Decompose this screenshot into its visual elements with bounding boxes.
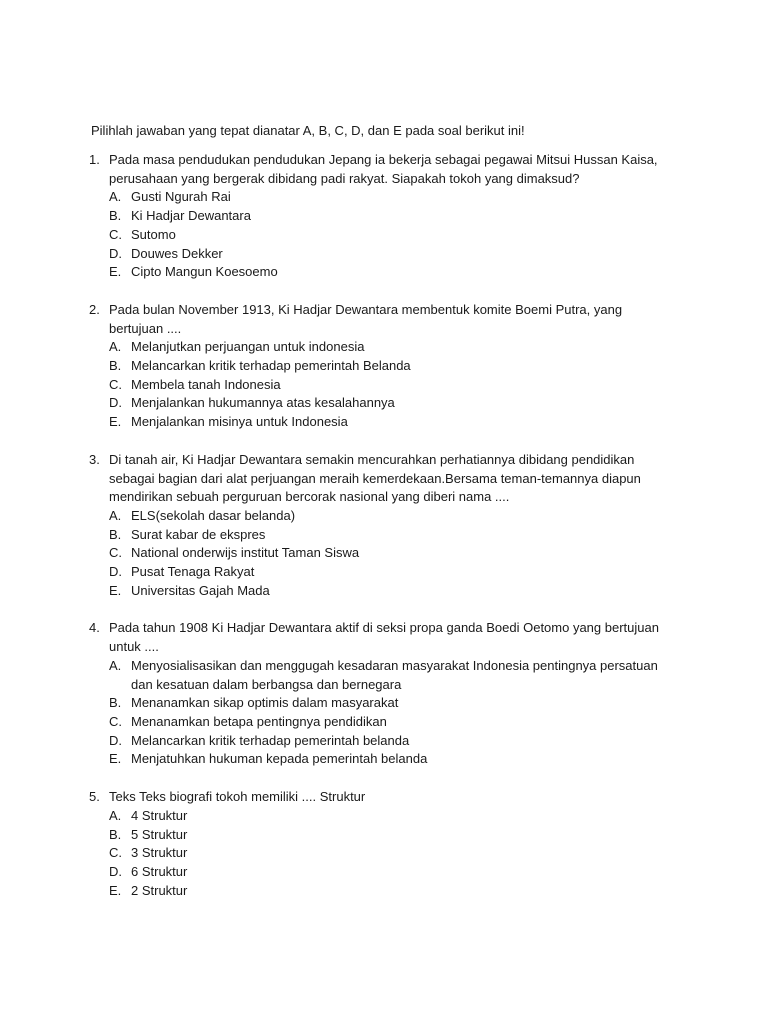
option-letter: B.	[109, 526, 122, 542]
option-list	[109, 807, 679, 901]
option-b	[109, 526, 679, 545]
option-letter: E.	[109, 751, 122, 767]
option-letter: A.	[109, 507, 122, 523]
option-letter: E.	[109, 582, 122, 598]
option-b	[109, 207, 679, 226]
option-letter: D.	[109, 732, 122, 748]
option-e	[109, 882, 679, 901]
option-a	[109, 807, 679, 826]
option-list	[109, 338, 679, 432]
option-text: Pusat Tenaga Rakyat	[131, 564, 255, 580]
option-text: 6 Struktur	[131, 863, 188, 879]
option-a	[109, 657, 679, 694]
question-5	[89, 788, 679, 900]
option-letter: B.	[109, 208, 122, 224]
question-text: Pada masa pendudukan pendudukan Jepang ia bekerja sebagai pegawai Mitsui Hussan Kaisa, perusahaan yang bergerak dibidang padi rakyat. Siapakah tokoh yang dimaksud?	[109, 152, 658, 186]
option-letter: B.	[109, 358, 122, 374]
question-number: 5.	[89, 789, 100, 805]
option-text: Melancarkan kritik terhadap pemerintah belanda	[131, 732, 410, 748]
option-d	[109, 863, 679, 882]
option-d	[109, 245, 679, 264]
option-b	[109, 826, 679, 845]
instruction-text: Pilihlah jawaban yang tepat dianatar A, B, C, D, dan E pada soal berikut ini!	[91, 123, 525, 138]
option-text: Menjalankan hukumannya atas kesalahannya	[131, 395, 395, 411]
option-c	[109, 844, 679, 863]
option-letter: D.	[109, 395, 122, 411]
option-text: ELS(sekolah dasar belanda)	[131, 507, 296, 523]
option-letter: A.	[109, 657, 122, 673]
option-text: Melancarkan kritik terhadap pemerintah Belanda	[131, 358, 411, 374]
question-number: 4.	[89, 620, 100, 636]
option-letter: C.	[109, 545, 122, 561]
option-e	[109, 413, 679, 432]
option-letter: B.	[109, 826, 122, 842]
option-c	[109, 713, 679, 732]
option-text: Menjatuhkan hukuman kepada pemerintah belanda	[131, 751, 428, 767]
option-letter: E.	[109, 264, 122, 280]
option-b	[109, 694, 679, 713]
option-letter: E.	[109, 414, 122, 430]
option-text: 4 Struktur	[131, 807, 188, 823]
option-text: Universitas Gajah Mada	[131, 582, 270, 598]
option-text: Douwes Dekker	[131, 245, 223, 261]
option-letter: C.	[109, 376, 122, 392]
option-letter: E.	[109, 882, 122, 898]
option-c	[109, 376, 679, 395]
option-e	[109, 582, 679, 601]
option-b	[109, 357, 679, 376]
option-c	[109, 544, 679, 563]
option-list	[109, 188, 679, 282]
option-text: Membela tanah Indonesia	[131, 376, 281, 392]
question-text: Di tanah air, Ki Hadjar Dewantara semakin mencurahkan perhatiannya dibidang pendidikan sebagai bagian dari alat perjuangan meraih kemerdekaan.Bersama teman-temannya diapun mendirikan sebuah perguruan bercorak nasional yang diberi nama ....	[109, 451, 641, 505]
option-list	[109, 657, 679, 769]
option-letter: D.	[109, 564, 122, 580]
option-text: National onderwijs institut Taman Siswa	[131, 545, 360, 561]
option-letter: A.	[109, 807, 122, 823]
option-e	[109, 263, 679, 282]
option-text: Menanamkan betapa pentingnya pendidikan	[131, 713, 387, 729]
option-d	[109, 563, 679, 582]
option-a	[109, 188, 679, 207]
question-text: Teks Teks biografi tokoh memiliki .... Struktur	[109, 789, 366, 805]
question-list	[89, 151, 679, 919]
option-letter: B.	[109, 695, 122, 711]
option-a	[109, 507, 679, 526]
question-text: Pada tahun 1908 Ki Hadjar Dewantara aktif di seksi propa ganda Boedi Oetomo yang bertujuan untuk ....	[109, 620, 659, 655]
option-a	[109, 338, 679, 357]
option-text: Surat kabar de ekspres	[131, 526, 266, 542]
option-text: 2 Struktur	[131, 882, 188, 898]
option-letter: A.	[109, 339, 122, 355]
option-list	[109, 507, 679, 601]
question-number: 2.	[89, 301, 100, 317]
option-text: Menjalankan misinya untuk Indonesia	[131, 414, 348, 430]
option-text: Ki Hadjar Dewantara	[131, 208, 251, 224]
question-2	[89, 301, 679, 432]
option-text: 3 Struktur	[131, 845, 188, 861]
option-e	[109, 750, 679, 769]
option-letter: C.	[109, 226, 122, 242]
question-1	[89, 151, 679, 282]
option-letter: D.	[109, 863, 122, 879]
option-text: Menyosialisasikan dan menggugah kesadaran masyarakat Indonesia pentingnya persatuan dan kesatuan dalam berbangsa dan bernegara	[131, 657, 658, 692]
question-4	[89, 619, 679, 769]
option-text: Gusti Ngurah Rai	[131, 189, 231, 205]
question-3	[89, 451, 679, 601]
option-letter: C.	[109, 713, 122, 729]
option-text: Melanjutkan perjuangan untuk indonesia	[131, 339, 365, 355]
option-d	[109, 732, 679, 751]
question-text: Pada bulan November 1913, Ki Hadjar Dewantara membentuk komite Boemi Putra, yang bertujuan ....	[109, 301, 623, 336]
option-text: Sutomo	[131, 226, 176, 242]
option-text: Menanamkan sikap optimis dalam masyarakat	[131, 695, 399, 711]
option-letter: D.	[109, 245, 122, 261]
option-c	[109, 226, 679, 245]
option-text: Cipto Mangun Koesoemo	[131, 264, 278, 280]
option-text: 5 Struktur	[131, 826, 188, 842]
question-number: 1.	[89, 152, 100, 167]
question-number: 3.	[89, 451, 100, 467]
option-d	[109, 394, 679, 413]
option-letter: A.	[109, 189, 122, 205]
option-letter: C.	[109, 845, 122, 861]
